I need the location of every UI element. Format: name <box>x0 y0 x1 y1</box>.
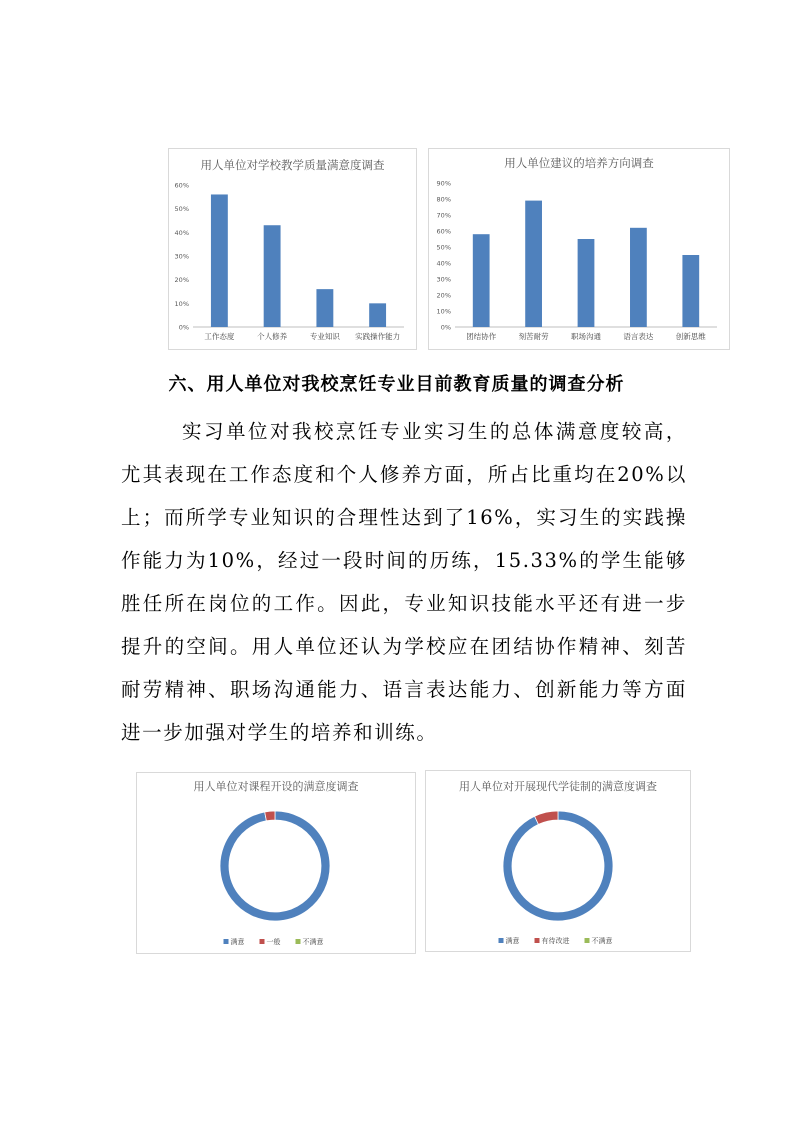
x-tick-label: 刻苦耐劳 <box>518 332 549 341</box>
y-tick-label: 70% <box>436 211 451 220</box>
bar <box>264 225 281 327</box>
legend-swatch <box>499 938 504 943</box>
donut-chart-course-satisfaction-svg <box>137 773 415 953</box>
bar <box>369 303 386 327</box>
chart-title: 用人单位对课程开设的满意度调查 <box>193 780 359 793</box>
y-tick-label: 90% <box>436 179 451 188</box>
bar <box>473 234 490 327</box>
donut-chart-apprenticeship-satisfaction <box>425 770 691 952</box>
legend-swatch <box>296 939 301 944</box>
legend-label: 满意 <box>505 937 520 945</box>
y-tick-label: 60% <box>174 181 189 190</box>
x-tick-label: 工作态度 <box>204 332 235 341</box>
bar-chart-teaching-quality-svg <box>169 149 416 349</box>
legend-label: 不满意 <box>302 938 324 946</box>
x-tick-label: 团结协作 <box>466 332 497 341</box>
bar-chart-training-direction-svg <box>429 149 729 349</box>
x-tick-label: 语言表达 <box>623 332 654 341</box>
bar <box>316 289 333 327</box>
y-tick-label: 0% <box>440 323 451 332</box>
bar-chart-teaching-quality <box>168 148 417 350</box>
chart-title: 用人单位对开展现代学徒制的满意度调查 <box>459 780 657 793</box>
y-tick-label: 30% <box>436 275 451 284</box>
chart-title: 用人单位建议的培养方向调查 <box>504 156 654 170</box>
y-tick-label: 60% <box>436 227 451 236</box>
bar <box>578 239 595 327</box>
legend-swatch <box>224 939 229 944</box>
body-paragraph: 实习单位对我校烹饪专业实习生的总体满意度较高，尤其表现在工作态度和个人修养方面，所占比重均在20%以上；而所学专业知识的合理性达到了16%，实习生的实践操作能力为10%，经过一段时间的历练，15.33%的学生能够胜任所在岗位的工作。因此，专业知识技能水平还有进一步提升的空间。用人单位还认为学校应在团结协作精神、刻苦耐劳精神、职场沟通能力、语言表达能力、创新能力等方面进一步加强对学生的培养和训练。 <box>121 420 687 744</box>
bar <box>525 201 542 327</box>
y-tick-label: 80% <box>436 195 451 204</box>
x-tick-label: 专业知识 <box>309 332 340 341</box>
legend-swatch <box>535 938 540 943</box>
bar <box>211 194 228 327</box>
x-tick-label: 实践操作能力 <box>355 332 401 341</box>
bar <box>682 255 699 327</box>
x-tick-label: 创新思维 <box>675 332 706 341</box>
y-tick-label: 40% <box>174 228 189 237</box>
y-tick-label: 50% <box>174 205 189 214</box>
chart-title: 用人单位对学校教学质量满意度调查 <box>200 158 385 172</box>
y-tick-label: 30% <box>174 252 189 261</box>
legend-label: 一般 <box>266 938 281 946</box>
bar-chart-training-direction <box>428 148 730 350</box>
legend-label: 不满意 <box>591 937 613 945</box>
y-tick-label: 10% <box>174 299 189 308</box>
donut-chart-apprenticeship-satisfaction-svg <box>426 771 690 951</box>
donut-slice <box>265 811 275 821</box>
legend-swatch <box>585 938 590 943</box>
donut-chart-course-satisfaction <box>136 772 416 954</box>
x-tick-label: 职场沟通 <box>571 332 601 341</box>
bar <box>630 228 647 327</box>
x-tick-label: 个人修养 <box>257 332 288 341</box>
legend-swatch <box>260 939 265 944</box>
donut-slice <box>220 811 330 921</box>
y-tick-label: 50% <box>436 243 451 252</box>
legend-label: 满意 <box>230 938 245 946</box>
section-heading: 六、用人单位对我校烹饪专业目前教育质量的调查分析 <box>168 374 625 395</box>
donut-slice <box>503 811 613 921</box>
donut-slice <box>535 811 558 824</box>
y-tick-label: 10% <box>436 307 451 316</box>
y-tick-label: 20% <box>174 276 189 285</box>
y-tick-label: 0% <box>178 323 189 332</box>
y-tick-label: 20% <box>436 291 451 300</box>
legend-label: 有待改进 <box>541 937 570 945</box>
y-tick-label: 40% <box>436 259 451 268</box>
